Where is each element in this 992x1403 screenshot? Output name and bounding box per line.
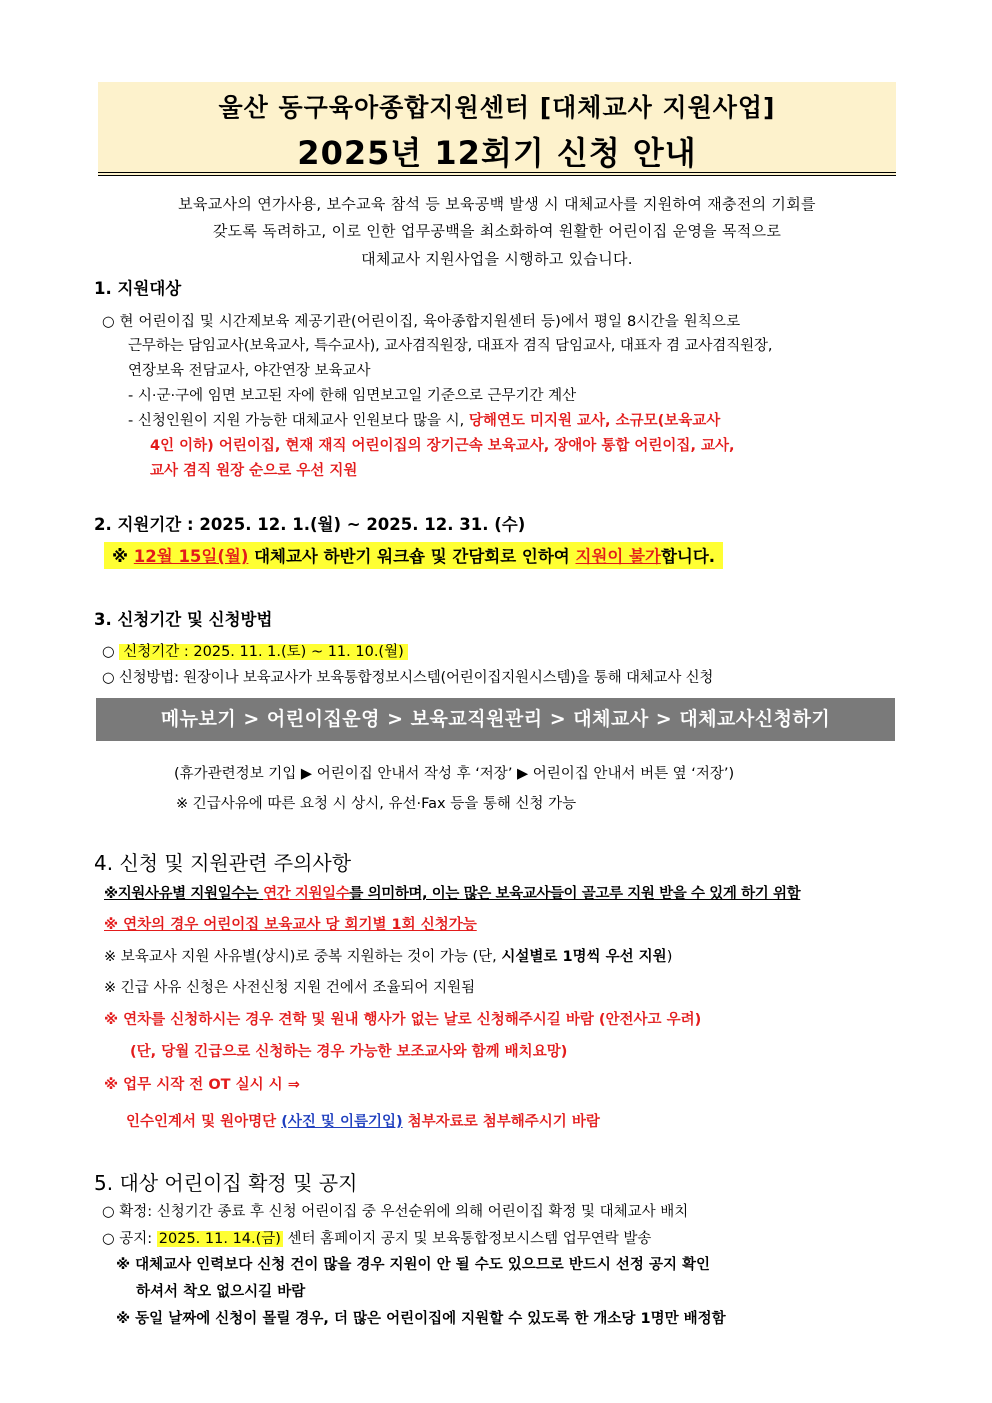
section4-note1-red: 연간 지원일수	[263, 886, 350, 902]
section4-note6: ※ 업무 시작 전 OT 실시 시 ⇒	[104, 1077, 300, 1093]
section4-note3-c: )	[666, 949, 673, 965]
section4-note5: ※ 연차를 신청하시는 경우 견학 및 원내 행사가 없는 날로 신청해주시길 바람 (안전사고 우려)	[104, 1012, 702, 1028]
section5-confirm: ○ 확정: 신청기간 종료 후 신청 어린이집 중 우선순위에 의해 어린이집 확정 및 대체교사 배치	[102, 1204, 689, 1220]
section4-note6-b	[126, 1110, 600, 1131]
section2-notice-mid: 대체교사 하반기 워크숍 및 간담회로 인하여	[248, 547, 576, 566]
section1-item1-line3: 연장보육 전담교사, 야간연장 보육교사	[128, 363, 371, 379]
section1-dash2	[128, 409, 720, 430]
intro-line-2: 갖도록 독려하고, 이로 인한 업무공백을 최소화하여 원활한 어린이집 운영을 목적으로	[212, 222, 782, 240]
section4-note5-b: (단, 당월 긴급으로 신청하는 경우 가능한 보조교사와 함께 배치요망)	[130, 1044, 568, 1060]
section5-warn1-b: 하셔서 착오 없으시길 바람	[136, 1284, 306, 1300]
section3-heading: 3. 신청기간 및 신청방법	[94, 610, 273, 629]
section1-dash2-line2: 4인 이하) 어린이집, 현재 재직 어린이집의 장기근속 보육교사, 장애아 통합 어린이집, 교사,	[150, 438, 735, 454]
section4-note6-b-c: 첨부자료로 첨부해주시기 바람	[402, 1114, 600, 1130]
section5-notice-date: 2025. 11. 14.(금)	[158, 1231, 281, 1247]
section5-heading: 5. 대상 어린이집 확정 및 공지	[94, 1171, 358, 1195]
intro-line-1: 보육교사의 연가사용, 보수교육 참석 등 보육공백 발생 시 대체교사를 지원하여 재충전의 기회를	[178, 195, 816, 213]
section3-period	[102, 640, 408, 661]
section1-item1-line1: ○ 현 어린이집 및 시간제보육 제공기관(어린이집, 육아종합지원센터 등)에서 평일 8시간을 원칙으로	[102, 314, 741, 330]
section4-note3	[104, 945, 672, 966]
section4-heading: 4. 신청 및 지원관련 주의사항	[94, 851, 352, 875]
section2-notice-unavailable: 지원이 불가	[575, 547, 661, 566]
section1-item1-line2: 근무하는 담임교사(보육교사, 특수교사), 교사겸직원장, 대표자 겸직 담임교사, 대표자 겸 교사겸직원장,	[128, 338, 773, 354]
section5-notice-b: 센터 홈페이지 공지 및 보육통합정보시스템 업무연락 발송	[282, 1231, 652, 1247]
section4-note1-b: 를 의미하며, 이는 많은 보육교사들이 골고루 지원 받을 수 있게 하기 위함	[349, 886, 801, 902]
page-subtitle: 2025년 12회기 신청 안내	[297, 134, 697, 172]
section3-emergency: ※ 긴급사유에 따른 요청 시 상시, 유선·Fax 등을 통해 신청 가능	[176, 796, 577, 812]
section1-dash1: - 시·군·구에 임면 보고된 자에 한해 임면보고일 기준으로 근무기간 계산	[128, 388, 577, 404]
intro-line-3: 대체교사 지원사업을 시행하고 있습니다.	[361, 250, 633, 268]
section5-notice-a: ○ 공지:	[102, 1231, 157, 1247]
section4-note6-b-blue: (사진 및 이름기입)	[281, 1114, 403, 1130]
section3-steps: (휴가관련정보 기입 ▶ 어린이집 안내서 작성 후 ‘저장’ ▶ 어린이집 안내서 버튼 옆 ‘저장’)	[174, 766, 735, 782]
section5-warn2: ※ 동일 날짜에 신청이 몰릴 경우, 더 많은 어린이집에 지원할 수 있도록 한 개소당 1명만 배정함	[116, 1311, 726, 1327]
menu-path-bar: 메뉴보기 > 어린이집운영 > 보육교직원관리 > 대체교사 > 대체교사신청하기	[96, 698, 895, 741]
section4-note1-a: ※지원사유별 지원일수는	[104, 886, 264, 902]
section5-notice	[102, 1227, 651, 1248]
section3-method: ○ 신청방법: 원장이나 보육교사가 보육통합정보시스템(어린이집지원시스템)을 통해 대체교사 신청	[102, 670, 714, 686]
section4-note4: ※ 긴급 사유 신청은 사전신청 지원 건에서 조율되어 지원됨	[104, 980, 476, 996]
section1-dash2-red: 당해연도 미지원 교사, 소규모(보육교사	[468, 413, 721, 429]
section2-notice-end: 합니다.	[660, 547, 716, 566]
section1-dash2-plain: - 신청인원이 지원 가능한 대체교사 인원보다 많을 시,	[128, 413, 469, 429]
section4-note1	[104, 882, 800, 903]
section1-heading: 1. 지원대상	[94, 279, 182, 298]
page-title: 울산 동구육아종합지원센터 [대체교사 지원사업]	[218, 93, 776, 122]
section2-notice	[104, 542, 723, 569]
section4-note6-b-a: 인수인계서 및 원아명단	[126, 1114, 282, 1130]
section2-heading: 2. 지원기간 : 2025. 12. 1.(월) ~ 2025. 12. 31. (수)	[94, 515, 526, 534]
section3-period-mark: ○	[102, 644, 120, 660]
section1-dash2-line3: 교사 겸직 원장 순으로 우선 지원	[150, 463, 358, 479]
section3-period-text: 신청기간 : 2025. 11. 1.(토) ~ 11. 10.(월)	[119, 644, 408, 660]
section2-notice-date: 12월 15일(월)	[133, 547, 249, 566]
section4-note3-b: 시설별로 1명씩 우선 지원	[501, 949, 667, 965]
section2-notice-prefix: ※	[112, 547, 134, 566]
title-box	[98, 82, 896, 176]
section4-note2: ※ 연차의 경우 어린이집 보육교사 당 회기별 1회 신청가능	[104, 917, 477, 933]
section5-warn1: ※ 대체교사 인력보다 신청 건이 많을 경우 지원이 안 될 수도 있으므로 반드시 선정 공지 확인	[116, 1257, 711, 1273]
section4-note3-a: ※ 보육교사 지원 사유별(상시)로 중복 지원하는 것이 가능 (단,	[104, 949, 502, 965]
